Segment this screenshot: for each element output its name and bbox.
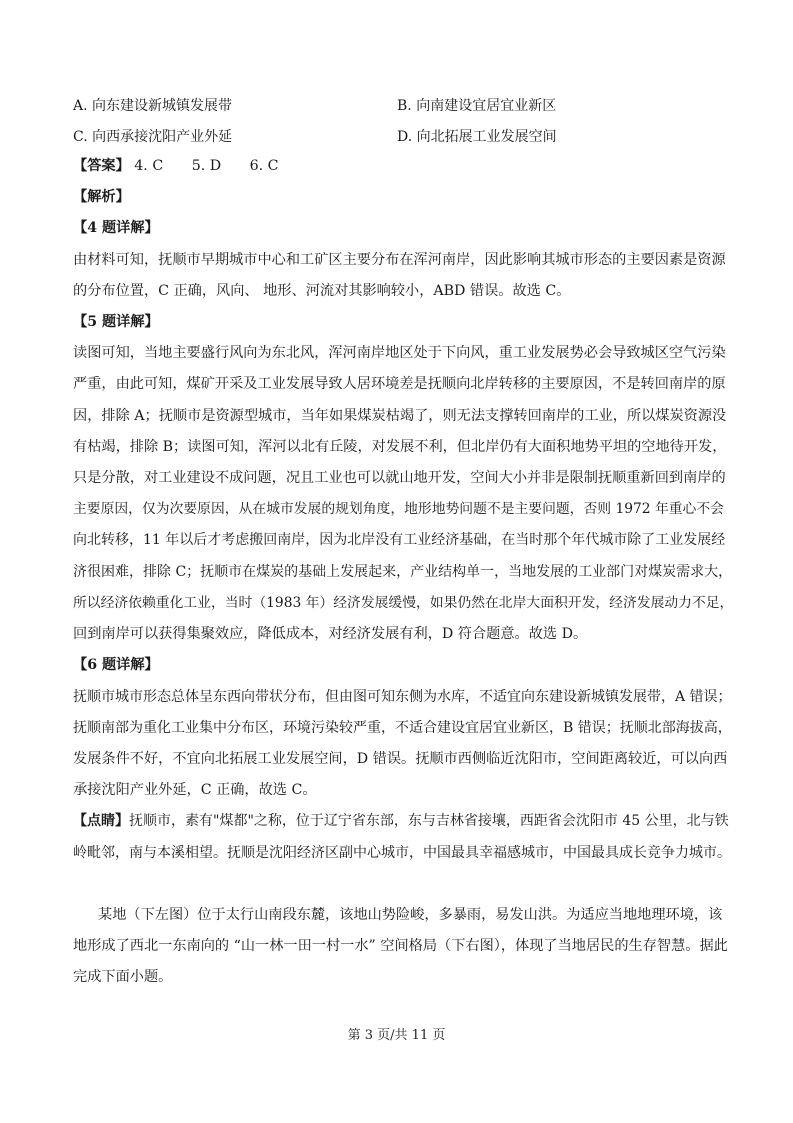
answer-line xyxy=(73,156,733,176)
q5-line: 济很困难，排除 C；抚顺市在煤炭的基础上发展起来，产业结构单一，当地发展的工业部门对煤炭需求大， xyxy=(73,564,733,580)
option-d: D. 向北拓展工业发展空间 xyxy=(397,129,557,145)
q6-line: 抚顺市城市形态总体呈东西向带状分布，但由图可知东侧为水库，不适宜向东建设新城镇发展带，A 错误； xyxy=(73,689,732,705)
q5-line: 因，排除 A；抚顺市是资源型城市，当年如果煤炭枯竭了，则无法支撑转回南岸的工业，所以煤炭资源没 xyxy=(73,408,727,424)
q5-line: 回到南岸可以获得集聚效应，降低成本，对经济发展有利，D 符合题意。故选 D。 xyxy=(73,626,588,642)
q5-line: 主要原因，仅为次要原因，从在城市发展的规划角度，地形地势问题不是主要问题，否则 1972 年重心不会 xyxy=(73,501,724,517)
q6-line: 抚顺南部为重化工业集中分布区，环境污染较严重，不适合建设宜居宜业新区，B 错误；抚顺北部海拔高， xyxy=(73,720,732,736)
q6-title: 【6 题详解】 xyxy=(73,657,159,673)
answer-item: 4. C xyxy=(134,158,164,174)
answer-label: 【答案】 xyxy=(73,158,130,174)
intro-line: 地形成了西北一东南向的 “山一林一田一村一水” 空间格局（下右图），体现了当地居民的生存智慧。据此 xyxy=(73,938,728,954)
q4-line: 的分布位置，C 正确，风向、 地形、河流对其影响较小，ABD 错误。故选 C。 xyxy=(73,283,571,299)
intro-line: 某地（下左图）位于太行山南段东麓，该地山势险峻，多暴雨，易发山洪。为适应当地地理环境，该 xyxy=(98,907,723,923)
answer-item: 5. D xyxy=(191,158,222,174)
q4-line: 由材料可知，抚顺市早期城市中心和工矿区主要分布在浑河南岸，因此影响其城市形态的主要因素是资源 xyxy=(73,252,726,268)
q5-line: 向北转移，11 年以后才考虑搬回南岸，因为北岸没有工业经济基础，在当时那个年代城市除了工业发展经 xyxy=(73,532,726,548)
analysis-label: 【解析】 xyxy=(73,189,130,205)
highlight-text: 抚顺市，素有"煤都"之称，位于辽宁省东部，东与吉林省接壤，西距省会沈阳市 45 公里，北与铁 xyxy=(129,813,729,829)
option-a: A. 向东建设新城镇发展带 xyxy=(73,98,233,114)
intro-line: 完成下面小题。 xyxy=(73,969,173,985)
page-footer: 第 3 页/共 11 页 xyxy=(347,1028,446,1043)
q4-title: 【4 题详解】 xyxy=(73,220,159,236)
highlight-line: 岭毗邻，南与本溪相望。抚顺是沈阳经济区副中心城市，中国最具幸福感城市，中国最具成长竞争力城市。 xyxy=(73,845,731,861)
option-c: C. 向西承接沈阳产业外延 xyxy=(73,129,233,145)
highlight-label: 【点睛】 xyxy=(73,813,129,829)
option-b: B. 向南建设宜居宜业新区 xyxy=(397,98,557,114)
q5-title: 【5 题详解】 xyxy=(73,314,159,330)
highlight-line xyxy=(73,811,733,831)
q5-line: 所以经济依赖重化工业，当时（1983 年）经济发展缓慢，如果仍然在北岸大面积开发，经济发展动力不足， xyxy=(73,595,734,611)
q5-line: 有枯竭，排除 B；读图可知，浑河以北有丘陵，对发展不利，但北岸仍有大面积地势平坦的空地待开发， xyxy=(73,439,727,455)
q5-line: 只是分散，对工业建设不成问题，况且工业也可以就山地开发，空间大小并非是限制抚顺重新回到南岸的 xyxy=(73,470,726,486)
q5-line: 读图可知，当地主要盛行风向为东北风，浑河南岸地区处于下向风，重工业发展势必会导致城区空气污染 xyxy=(73,345,726,361)
options-row-cd xyxy=(73,126,733,150)
answer-item: 6. C xyxy=(249,158,279,174)
q6-line: 发展条件不好，不宜向北拓展工业发展空间，D 错误。抚顺市西侧临近沈阳市，空间距离较近，可以向西 xyxy=(73,751,728,767)
options-row-ab xyxy=(73,95,733,119)
q5-line: 严重，由此可知，煤矿开采及工业发展导致人居环境差是抚顺向北岸转移的主要原因，不是转回南岸的原 xyxy=(73,376,726,392)
q6-line: 承接沈阳产业外延，C 正确，故选 C。 xyxy=(73,782,317,798)
